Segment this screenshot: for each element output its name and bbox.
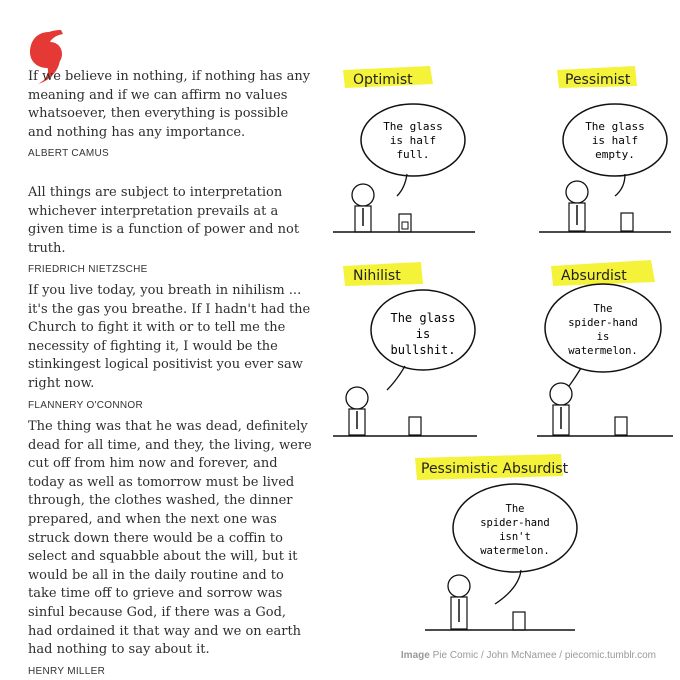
speech-line: The glass [383,120,443,133]
speech-line: The glass [585,120,645,133]
speech-line: spider-hand [480,517,550,529]
speech-line: watermelon. [568,345,638,357]
quote-author: ALBERT CAMUS [28,148,110,160]
speech-line: The [505,503,525,515]
quote-author: FRIEDRICH NIETZSCHE [28,264,148,276]
comic-panel-pessimistic-absurdist [415,454,577,630]
quote-block [28,282,313,411]
speech-line: The glass [390,311,456,325]
panel-label: Pessimist [565,72,631,88]
credit-text: Pie Comic / John McNamee / piecomic.tumblr.com [432,650,656,661]
comic-panel-absurdist [537,260,673,436]
panel-label: Pessimistic Absurdist [421,461,569,477]
speech-line: isn't [499,531,531,543]
speech-line: is half [389,134,437,147]
quote-text: If we believe in nothing, if nothing has any meaning and if we can affirm no values whatsoever, then everything is possible and nothing has any importance. [28,69,311,140]
speech-line: full. [396,148,430,161]
quote-block [28,184,313,275]
quote-block [28,68,313,159]
speech-line: empty. [595,148,635,161]
speech-line: bullshit. [390,343,456,357]
quote-text: If you live today, you breath in nihilism ... it's the gas you breathe. If I hadn't had the Church to fight it with or to tell me the necessity of fighting it, I would be the stinkingest logical positivist you ever saw right now. [28,283,311,391]
speech-line: The [593,303,613,315]
comic-svg [325,60,675,640]
credit-prefix: Image [400,650,430,661]
quote-text: All things are subject to interpretation whichever interpretation prevails at a given time is a function of power and not truth. [28,185,300,256]
speech-line: is half [591,134,639,147]
panel-label: Nihilist [353,268,401,284]
quote-author: FLANNERY O'CONNOR [28,399,143,411]
quote-text: The thing was that he was dead, definitely dead for all time, and they, the living, were cut off from him now and forever, and today as well as tomorrow must be lived through, the clothes washed, the dinner prepared, and when the next one was struck down there would be a coffin to select and squabble about the will, but it would be all in the daily routine and to take time off to grieve and sorrow was sinful because God, if there was a God, had ordained it that way and we on earth had nothing to say about it. [28,419,312,658]
quote-block [28,418,313,677]
speech-line: is [415,327,431,341]
panel-label: Optimist [353,72,413,88]
quote-author: HENRY MILLER [28,665,106,677]
comic-panel-optimist [333,66,475,232]
speech-line: watermelon. [480,545,550,557]
speech-line: spider-hand [568,317,638,329]
comic-panel-pessimist [539,66,671,232]
image-credit [401,650,656,661]
comic-panel-nihilist [333,262,477,436]
panel-label: Absurdist [561,268,627,284]
comic-illustration [325,60,675,640]
speech-line: is [596,331,610,343]
